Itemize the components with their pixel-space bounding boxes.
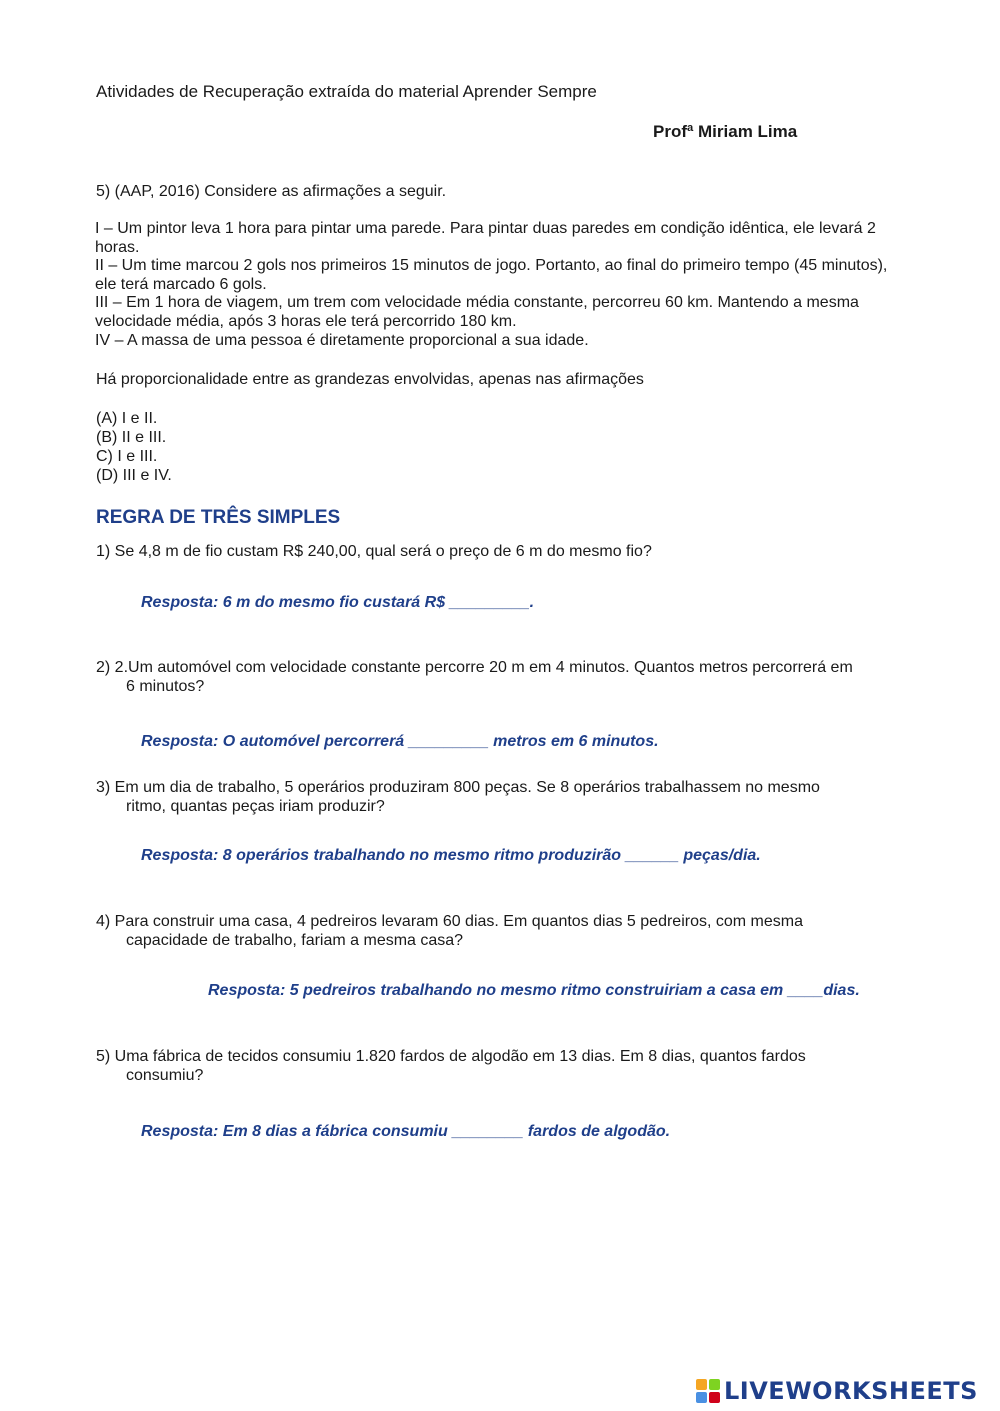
option-a: (A) I e II. — [96, 410, 158, 427]
liveworksheets-logo — [696, 1376, 978, 1406]
exercise-5-text-line2: consumiu? — [126, 1067, 204, 1084]
exercise-4-answer: Resposta: 5 pedreiros trabalhando no mesmo ritmo construiriam a casa em ____dias. — [208, 982, 860, 999]
question-prompt: Há proporcionalidade entre as grandezas envolvidas, apenas nas afirmações — [96, 371, 644, 388]
option-d: (D) III e IV. — [96, 467, 172, 484]
exercise-3 — [96, 778, 896, 816]
exercise-2-text-line1: 2) 2.Um automóvel com velocidade constante percorre 20 m em 4 minutos. Quantos metros percorrerá em — [96, 659, 853, 676]
answer-options — [96, 409, 172, 485]
statement-i: I – Um pintor leva 1 hora para pintar uma parede. Para pintar duas paredes em condição idêntica, ele levará 2 horas. — [95, 220, 876, 256]
exercise-1-answer: Resposta: 6 m do mesmo fio custará R$ _________. — [141, 594, 535, 611]
statement-iii: III – Em 1 hora de viagem, um trem com velocidade média constante, percorreu 60 km. Mantendo a mesma velocidade média, após 3 horas ele terá percorrido 180 km. — [95, 294, 859, 330]
exercise-2-text-line2: 6 minutos? — [126, 678, 205, 695]
question-intro: 5) (AAP, 2016) Considere as afirmações a seguir. — [96, 183, 447, 200]
exercise-4-text-line2: capacidade de trabalho, fariam a mesma casa? — [126, 932, 464, 949]
exercise-3-answer: Resposta: 8 operários trabalhando no mesmo ritmo produzirão ______ peças/dia. — [141, 847, 761, 864]
liveworksheets-logo-icon — [696, 1379, 720, 1403]
exercise-3-text-line2: ritmo, quantas peças iriam produzir? — [126, 798, 385, 815]
option-b: (B) II e III. — [96, 429, 167, 446]
teacher-name: Profª Miriam Lima — [653, 122, 798, 141]
statements-list — [95, 220, 910, 350]
section-title: REGRA DE TRÊS SIMPLES — [96, 507, 341, 528]
exercise-4-text-line1: 4) Para construir uma casa, 4 pedreiros levaram 60 dias. Em quantos dias 5 pedreiros, com mesma — [96, 913, 803, 930]
exercise-5-answer: Resposta: Em 8 dias a fábrica consumiu ________ fardos de algodão. — [141, 1123, 671, 1140]
exercise-5-text-line1: 5) Uma fábrica de tecidos consumiu 1.820 fardos de algodão em 13 dias. Em 8 dias, quantos fardos — [96, 1048, 806, 1065]
exercise-2 — [96, 658, 896, 696]
exercise-2-answer: Resposta: O automóvel percorrerá _________ metros em 6 minutos. — [141, 733, 659, 750]
exercise-3-text-line1: 3) Em um dia de trabalho, 5 operários produziram 800 peças. Se 8 operários trabalhassem no mesmo — [96, 779, 820, 796]
exercise-1 — [96, 542, 896, 561]
exercise-4 — [96, 912, 896, 950]
logo-text: LIVEWORKSHEETS — [724, 1377, 978, 1405]
worksheet-title: Atividades de Recuperação extraída do material Aprender Sempre — [96, 82, 597, 101]
option-c: C) I e III. — [96, 448, 158, 465]
exercise-1-text: 1) Se 4,8 m de fio custam R$ 240,00, qual será o preço de 6 m do mesmo fio? — [96, 543, 652, 560]
statement-ii: II – Um time marcou 2 gols nos primeiros 15 minutos de jogo. Portanto, ao final do primeiro tempo (45 minutos), ele terá marcado 6 gols. — [95, 257, 888, 293]
exercise-5 — [96, 1047, 896, 1085]
statement-iv: IV – A massa de uma pessoa é diretamente proporcional a sua idade. — [95, 331, 589, 349]
